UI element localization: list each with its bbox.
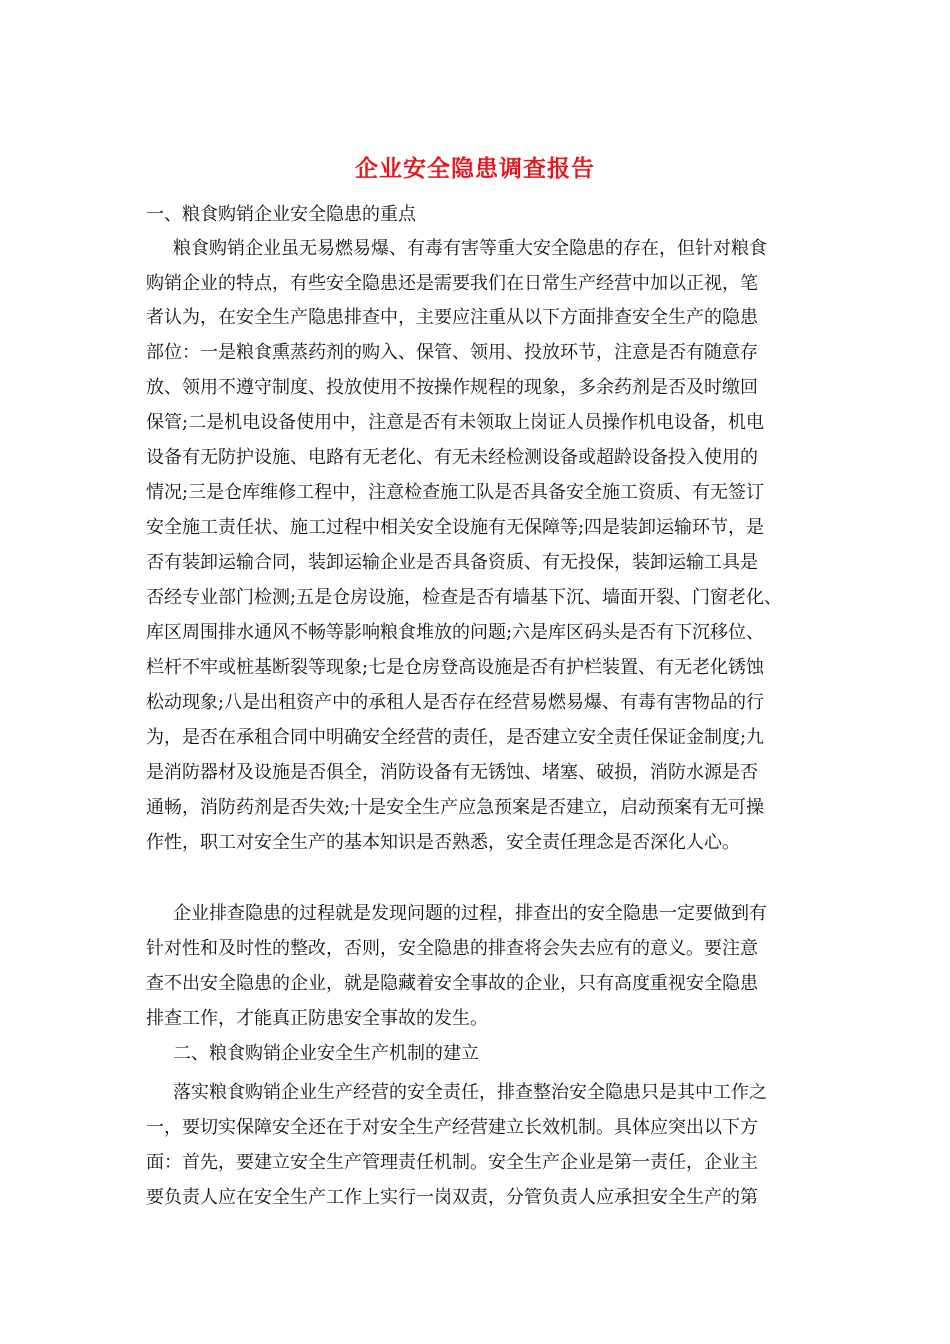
paragraph-line: 部位：一是粮食熏蒸药剂的购入、保管、领用、投放环节，注意是否有随意存 xyxy=(146,342,758,363)
paragraph-line: 要负责人应在安全生产工作上实行一岗双责，分管负责人应承担安全生产的第 xyxy=(146,1187,758,1208)
document-title: 企业安全隐患调查报告 xyxy=(355,155,595,182)
paragraph-line: 是消防器材及设施是否俱全，消防设备有无锈蚀、堵塞、破损，消防水源是否 xyxy=(146,762,758,783)
paragraph-line: 库区周围排水通风不畅等影响粮食堆放的问题;六是库区码头是否有下沉移位、 xyxy=(146,622,765,643)
paragraph-line: 设备有无防护设施、电路有无老化、有无未经检测设备或超龄设备投入使用的 xyxy=(146,447,758,468)
paragraph-line: 松动现象;八是出租资产中的承租人是否存在经营易燃易爆、有毒有害物品的行 xyxy=(146,692,765,713)
paragraph-line: 作性，职工对安全生产的基本知识是否熟悉，安全责任理念是否深化人心。 xyxy=(146,832,740,853)
section-heading: 二、粮食购销企业安全生产机制的建立 xyxy=(173,1043,479,1064)
paragraph-line: 购销企业的特点，有些安全隐患还是需要我们在日常生产经营中加以正视，笔 xyxy=(146,273,758,294)
paragraph-line: 保管;二是机电设备使用中，注意是否有未领取上岗证人员操作机电设备，机电 xyxy=(146,412,765,433)
paragraph-line: 粮食购销企业虽无易燃易爆、有毒有害等重大安全隐患的存在，但针对粮食 xyxy=(173,238,767,259)
paragraph-line: 排查工作，才能真正防患安全事故的发生。 xyxy=(146,1008,488,1029)
paragraph-line: 一，要切实保障安全还在于对安全生产经营建立长效机制。具体应突出以下方 xyxy=(146,1117,758,1138)
paragraph-line: 放、领用不遵守制度、投放使用不按操作规程的现象，多余药剂是否及时缴回 xyxy=(146,377,758,398)
paragraph-line: 通畅，消防药剂是否失效;十是安全生产应急预案是否建立，启动预案有无可操 xyxy=(146,797,765,818)
paragraph-line: 栏杆不牢或桩基断裂等现象;七是仓房登高设施是否有护栏装置、有无老化锈蚀 xyxy=(146,657,765,678)
paragraph-line: 针对性和及时性的整改，否则，安全隐患的排查将会失去应有的意义。要注意 xyxy=(146,938,758,959)
paragraph-line: 情况;三是仓库维修工程中，注意检查施工队是否具备安全施工资质、有无签订 xyxy=(146,482,765,503)
paragraph-line: 查不出安全隐患的企业，就是隐藏着安全事故的企业，只有高度重视安全隐患 xyxy=(146,973,758,994)
paragraph-line: 面：首先，要建立安全生产管理责任机制。安全生产企业是第一责任，企业主 xyxy=(146,1152,758,1173)
section-heading: 一、粮食购销企业安全隐患的重点 xyxy=(146,204,416,225)
paragraph-line: 落实粮食购销企业生产经营的安全责任，排查整治安全隐患只是其中工作之 xyxy=(173,1082,767,1103)
paragraph-line: 企业排查隐患的过程就是发现问题的过程，排查出的安全隐患一定要做到有 xyxy=(173,903,767,924)
paragraph-line: 否有装卸运输合同，装卸运输企业是否具备资质、有无投保，装卸运输工具是 xyxy=(146,552,758,573)
paragraph-line: 否经专业部门检测;五是仓房设施，检查是否有墙基下沉、墙面开裂、门窗老化、 xyxy=(146,587,783,608)
paragraph-line: 安全施工责任状、施工过程中相关安全设施有无保障等;四是装卸运输环节，是 xyxy=(146,517,765,538)
paragraph-line: 为，是否在承租合同中明确安全经营的责任，是否建立安全责任保证金制度;九 xyxy=(146,727,765,748)
paragraph-line: 者认为，在安全生产隐患排查中，主要应注重从以下方面排查安全生产的隐患 xyxy=(146,307,758,328)
